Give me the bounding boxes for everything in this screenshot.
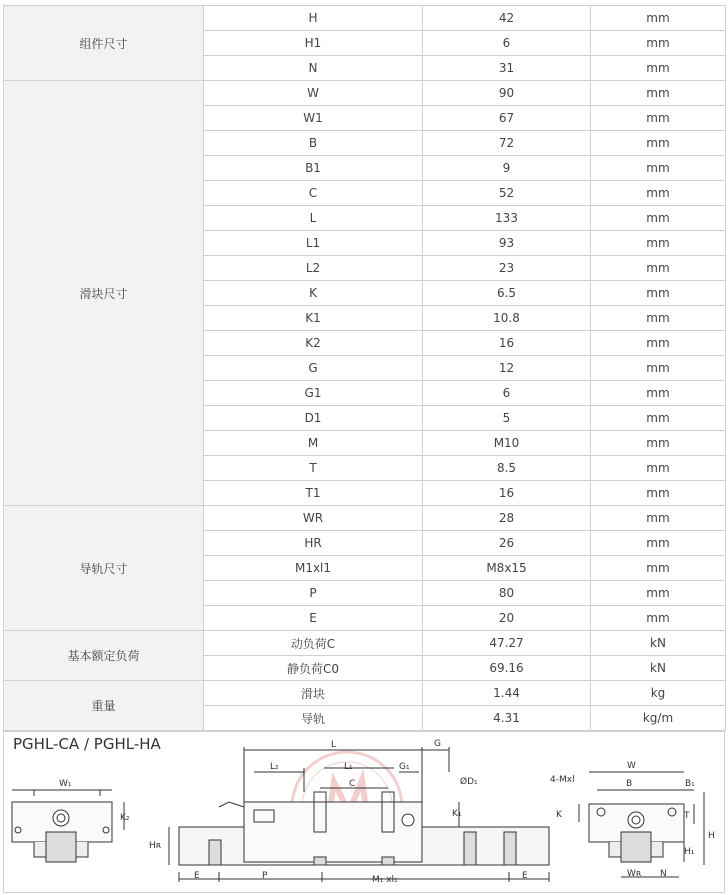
param-cell: K1: [204, 306, 423, 331]
value-cell: 5: [423, 406, 591, 431]
value-cell: 23: [423, 256, 591, 281]
unit-cell: kN: [591, 656, 726, 681]
value-cell: 42: [423, 6, 591, 31]
group-label: 基本额定负荷: [4, 631, 204, 681]
unit-cell: mm: [591, 206, 726, 231]
unit-cell: mm: [591, 506, 726, 531]
param-cell: K2: [204, 331, 423, 356]
dim-label-K: K: [556, 810, 562, 820]
value-cell: 16: [423, 331, 591, 356]
param-cell: C: [204, 181, 423, 206]
dim-label-L: L: [331, 740, 337, 750]
dim-label-B1: B₁: [685, 779, 695, 789]
param-cell: L1: [204, 231, 423, 256]
param-cell: W: [204, 81, 423, 106]
group-label: 重量: [4, 681, 204, 731]
unit-cell: mm: [591, 106, 726, 131]
unit-cell: mm: [591, 181, 726, 206]
unit-cell: mm: [591, 81, 726, 106]
dim-label-D1: ØD₁: [460, 777, 478, 787]
param-cell: 静负荷C0: [204, 656, 423, 681]
value-cell: 26: [423, 531, 591, 556]
end-view-left: [12, 790, 124, 862]
param-cell: G1: [204, 381, 423, 406]
spec-table-body: [4, 6, 726, 731]
dim-label-L2: L₂: [270, 762, 279, 772]
dim-label-T: T: [684, 811, 690, 821]
dim-label-HR: Hʀ: [149, 841, 162, 851]
param-cell: T: [204, 456, 423, 481]
group-label: 组件尺寸: [4, 6, 204, 81]
param-cell: B1: [204, 156, 423, 181]
param-cell: P: [204, 581, 423, 606]
unit-cell: mm: [591, 556, 726, 581]
param-cell: D1: [204, 406, 423, 431]
value-cell: 67: [423, 106, 591, 131]
unit-cell: mm: [591, 481, 726, 506]
param-cell: M1xl1: [204, 556, 423, 581]
value-cell: 4.31: [423, 706, 591, 731]
dim-label-W1: W₁: [59, 779, 72, 789]
unit-cell: mm: [591, 306, 726, 331]
value-cell: M8x15: [423, 556, 591, 581]
table-row: [4, 681, 726, 706]
model-title: PGHL-CA / PGHL-HA: [13, 735, 161, 753]
table-row: [4, 506, 726, 531]
param-cell: L2: [204, 256, 423, 281]
dim-label-W: W: [627, 761, 636, 771]
param-cell: WR: [204, 506, 423, 531]
unit-cell: mm: [591, 31, 726, 56]
dim-label-WR: Wʀ: [627, 869, 642, 879]
technical-drawing: [3, 731, 725, 893]
value-cell: 28: [423, 506, 591, 531]
value-cell: 8.5: [423, 456, 591, 481]
value-cell: 72: [423, 131, 591, 156]
table-row: [4, 631, 726, 656]
unit-cell: mm: [591, 256, 726, 281]
table-row: [4, 6, 726, 31]
group-label: 导轨尺寸: [4, 506, 204, 631]
dim-label-K1: K₁: [452, 809, 462, 819]
dim-label-N: N: [660, 869, 667, 879]
unit-cell: kg: [591, 681, 726, 706]
value-cell: 6: [423, 381, 591, 406]
side-view: [169, 747, 549, 882]
dim-label-P: P: [262, 871, 268, 881]
value-cell: 90: [423, 81, 591, 106]
value-cell: 93: [423, 231, 591, 256]
dim-label-H1: H₁: [684, 847, 695, 857]
dim-label-L1: L₁: [344, 762, 353, 772]
table-row: [4, 81, 726, 106]
unit-cell: kg/m: [591, 706, 726, 731]
dim-label-E-right: E: [522, 871, 528, 881]
value-cell: 52: [423, 181, 591, 206]
dim-label-M1xl1: M₁ xl₁: [372, 875, 398, 885]
param-cell: H: [204, 6, 423, 31]
dim-label-M: 4-Mxl: [550, 775, 575, 785]
param-cell: 导轨: [204, 706, 423, 731]
dimension-drawing: [4, 732, 725, 893]
param-cell: 滑块: [204, 681, 423, 706]
param-cell: T1: [204, 481, 423, 506]
dim-label-G1: G₁: [399, 762, 410, 772]
param-cell: M: [204, 431, 423, 456]
value-cell: 12: [423, 356, 591, 381]
value-cell: 9: [423, 156, 591, 181]
value-cell: 6.5: [423, 281, 591, 306]
dim-label-H: H: [708, 831, 715, 841]
spec-table: [3, 5, 726, 731]
unit-cell: mm: [591, 356, 726, 381]
unit-cell: mm: [591, 231, 726, 256]
value-cell: 16: [423, 481, 591, 506]
unit-cell: mm: [591, 331, 726, 356]
unit-cell: mm: [591, 431, 726, 456]
value-cell: 80: [423, 581, 591, 606]
value-cell: 47.27: [423, 631, 591, 656]
param-cell: HR: [204, 531, 423, 556]
value-cell: 10.8: [423, 306, 591, 331]
param-cell: B: [204, 131, 423, 156]
value-cell: M10: [423, 431, 591, 456]
dim-label-E: E: [194, 871, 200, 881]
dim-label-B: B: [626, 779, 633, 789]
dim-label-G: G: [434, 739, 441, 749]
unit-cell: kN: [591, 631, 726, 656]
unit-cell: mm: [591, 281, 726, 306]
param-cell: G: [204, 356, 423, 381]
unit-cell: mm: [591, 131, 726, 156]
param-cell: H1: [204, 31, 423, 56]
unit-cell: mm: [591, 456, 726, 481]
unit-cell: mm: [591, 606, 726, 631]
param-cell: L: [204, 206, 423, 231]
value-cell: 20: [423, 606, 591, 631]
param-cell: N: [204, 56, 423, 81]
unit-cell: mm: [591, 406, 726, 431]
param-cell: E: [204, 606, 423, 631]
dim-label-C: C: [349, 779, 356, 789]
unit-cell: mm: [591, 6, 726, 31]
unit-cell: mm: [591, 531, 726, 556]
dim-label-K2: K₂: [120, 813, 130, 823]
value-cell: 6: [423, 31, 591, 56]
unit-cell: mm: [591, 381, 726, 406]
value-cell: 69.16: [423, 656, 591, 681]
param-cell: K: [204, 281, 423, 306]
group-label: 滑块尺寸: [4, 81, 204, 506]
param-cell: 动负荷C: [204, 631, 423, 656]
value-cell: 133: [423, 206, 591, 231]
unit-cell: mm: [591, 156, 726, 181]
value-cell: 31: [423, 56, 591, 81]
unit-cell: mm: [591, 581, 726, 606]
param-cell: W1: [204, 106, 423, 131]
unit-cell: mm: [591, 56, 726, 81]
value-cell: 1.44: [423, 681, 591, 706]
